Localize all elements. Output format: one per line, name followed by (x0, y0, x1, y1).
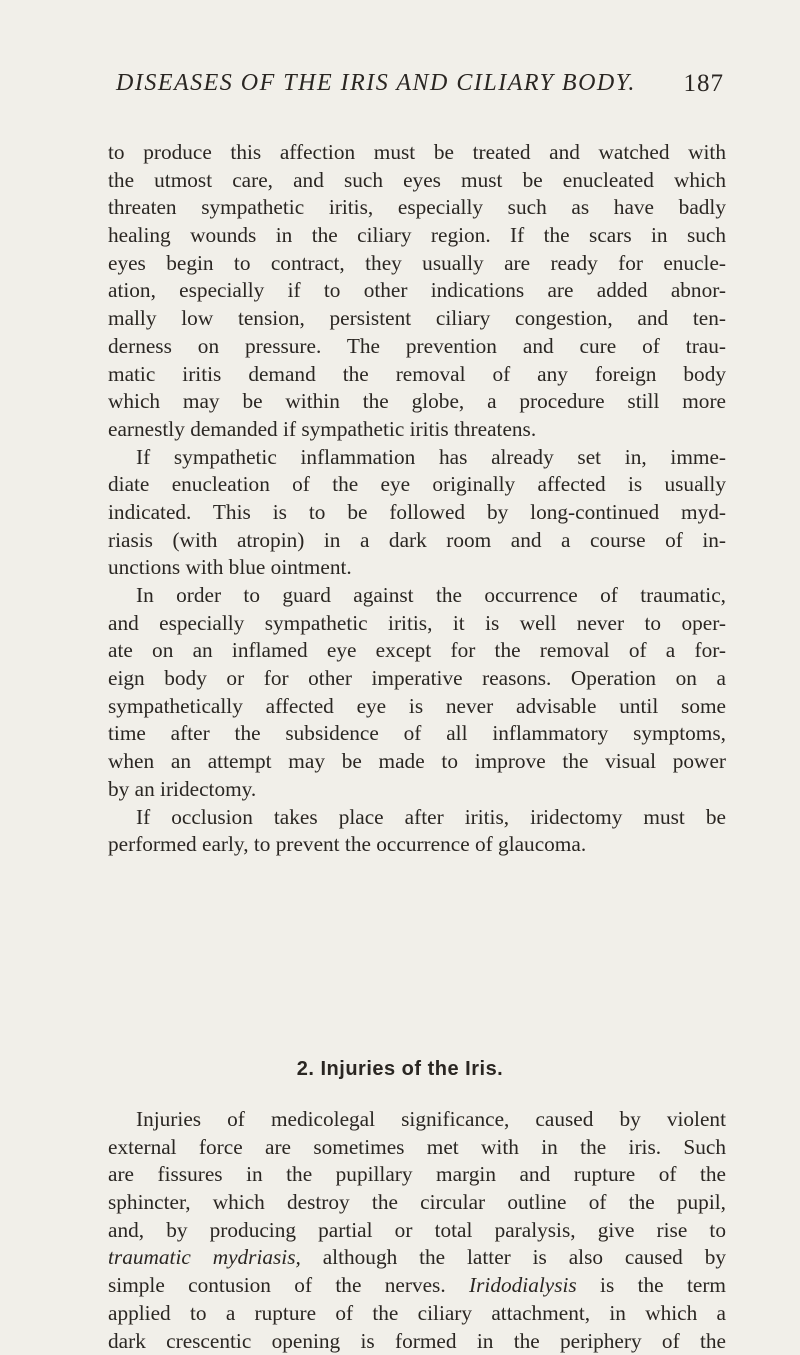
text-line: earnestly demanded if sympathetic iritis threatens. (108, 416, 726, 444)
text-line: sympathetically affected eye is never advisable until some (108, 693, 726, 721)
text-line: which may be within the globe, a procedure still more (108, 388, 726, 416)
text-line: riasis (with atropin) in a dark room and a course of in- (108, 527, 726, 555)
text-span: is the term (577, 1273, 726, 1297)
text-line: external force are sometimes met with in the iris. Such (108, 1134, 726, 1162)
page-number: 187 (684, 70, 725, 98)
text-line: ate on an inflamed eye except for the removal of a for- (108, 637, 726, 665)
text-line: If occlusion takes place after iritis, iridectomy must be (108, 804, 726, 832)
text-line: derness on pressure. The prevention and cure of trau- (108, 333, 726, 361)
text-line: performed early, to prevent the occurrence of glaucoma. (108, 831, 726, 859)
text-line (108, 1272, 726, 1300)
section-body-text (108, 1106, 726, 1355)
text-line: by an iridectomy. (108, 776, 726, 804)
text-line (108, 1244, 726, 1272)
text-line: ation, especially if to other indications are added abnor- (108, 277, 726, 305)
text-span: simple contusion of the nerves. (108, 1273, 469, 1297)
text-span: although the latter is also caused by (301, 1245, 726, 1269)
paragraph (108, 582, 726, 804)
italic-term: traumatic mydriasis, (108, 1245, 301, 1269)
text-line: unctions with blue ointment. (108, 554, 726, 582)
paragraph (108, 804, 726, 859)
text-line: If sympathetic inflammation has already set in, imme- (108, 444, 726, 472)
paragraph (108, 139, 726, 444)
text-line: are fissures in the pupillary margin and rupture of the (108, 1161, 726, 1189)
text-line: mally low tension, persistent ciliary congestion, and ten- (108, 305, 726, 333)
text-line: eign body or for other imperative reasons. Operation on a (108, 665, 726, 693)
running-head: DISEASES OF THE IRIS AND CILIARY BODY. (116, 70, 636, 97)
text-line: dark crescentic opening is formed in the periphery of the (108, 1328, 726, 1355)
page-header (96, 70, 724, 116)
text-line: threaten sympathetic iritis, especially such as have badly (108, 194, 726, 222)
text-line: to produce this affection must be treated and watched with (108, 139, 726, 167)
text-line: eyes begin to contract, they usually are ready for enucle- (108, 250, 726, 278)
italic-term: Iridodialysis (469, 1273, 577, 1297)
text-line: In order to guard against the occurrence of traumatic, (108, 582, 726, 610)
text-line: Injuries of medicolegal significance, caused by violent (108, 1106, 726, 1134)
text-line: matic iritis demand the removal of any foreign body (108, 361, 726, 389)
section-heading: 2. Injuries of the Iris. (0, 1058, 800, 1081)
text-line: diate enucleation of the eye originally affected is usually (108, 471, 726, 499)
text-line: when an attempt may be made to improve the visual power (108, 748, 726, 776)
paragraph (108, 444, 726, 582)
text-line: applied to a rupture of the ciliary attachment, in which a (108, 1300, 726, 1328)
text-line: indicated. This is to be followed by long-continued myd- (108, 499, 726, 527)
text-line: time after the subsidence of all inflammatory symptoms, (108, 720, 726, 748)
text-line: healing wounds in the ciliary region. If the scars in such (108, 222, 726, 250)
text-line: sphincter, which destroy the circular outline of the pupil, (108, 1189, 726, 1217)
text-line: the utmost care, and such eyes must be enucleated which (108, 167, 726, 195)
text-line: and especially sympathetic iritis, it is well never to oper- (108, 610, 726, 638)
body-text (108, 139, 726, 859)
text-line: and, by producing partial or total paralysis, give rise to (108, 1217, 726, 1245)
